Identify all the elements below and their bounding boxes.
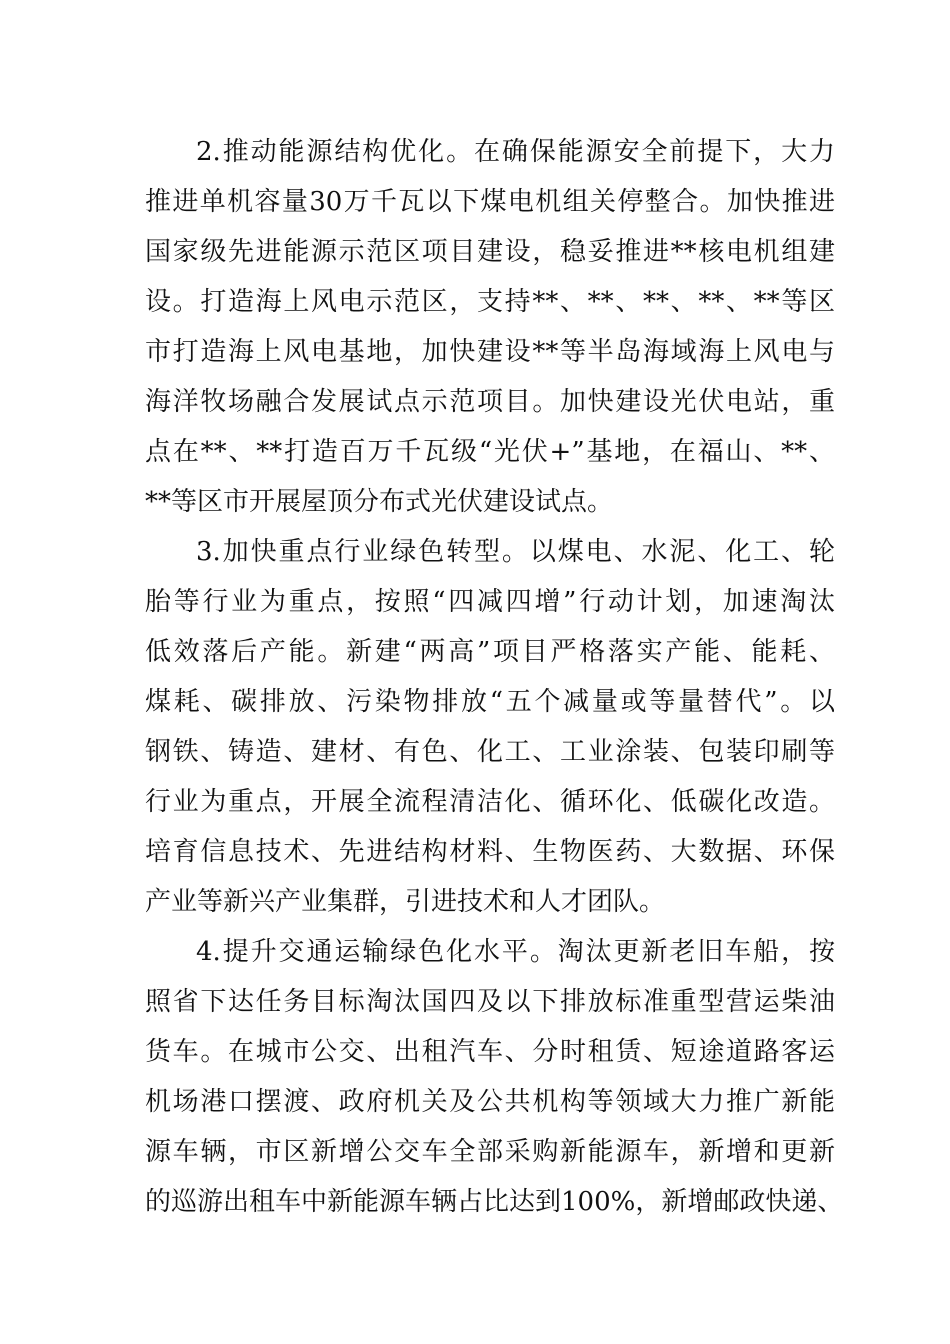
- text-line: 煤耗、碳排放、污染物排放“五个减量或等量替代”。以: [145, 687, 835, 717]
- text-line: 市打造海上风电基地，加快建设**等半岛海域海上风电与: [145, 337, 835, 367]
- text-line: 照省下达任务目标淘汰国四及以下排放标准重型营运柴油: [145, 987, 835, 1017]
- text-line: 源车辆，市区新增公交车全部采购新能源车，新增和更新: [145, 1137, 835, 1167]
- text-line: 货车。在城市公交、出租汽车、分时租赁、短途道路客运: [145, 1037, 835, 1067]
- text-line: 推进单机容量30万千瓦以下煤电机组关停整合。加快推进: [145, 187, 835, 217]
- text-line: **等区市开展屋顶分布式光伏建设试点。: [145, 487, 614, 517]
- text-line: 机场港口摆渡、政府机关及公共机构等领域大力推广新能: [145, 1087, 835, 1117]
- text-line: 国家级先进能源示范区项目建设，稳妥推进**核电机组建: [145, 237, 835, 267]
- text-line: 胎等行业为重点，按照“四减四增”行动计划，加速淘汰: [145, 587, 835, 617]
- text-line: 行业为重点，开展全流程清洁化、循环化、低碳化改造。: [145, 787, 835, 817]
- paragraph-3-heading-line: 3.加快重点行业绿色转型。以煤电、水泥、化工、轮: [196, 537, 835, 567]
- text-line: 点在**、**打造百万千瓦级“光伏+”基地，在福山、**、: [145, 437, 835, 467]
- paragraph-2-heading-line: 2.推动能源结构优化。在确保能源安全前提下，大力: [196, 137, 835, 167]
- text-line: 低效落后产能。新建“两高”项目严格落实产能、能耗、: [145, 637, 835, 667]
- text-line: 的巡游出租车中新能源车辆占比达到100%，新增邮政快递、: [145, 1187, 844, 1217]
- text-line: 海洋牧场融合发展试点示范项目。加快建设光伏电站，重: [145, 387, 835, 417]
- text-line: 培育信息技术、先进结构材料、生物医药、大数据、环保: [145, 837, 835, 867]
- text-line: 产业等新兴产业集群，引进技术和人才团队。: [145, 887, 666, 917]
- text-line: 设。打造海上风电示范区，支持**、**、**、**、**等区: [145, 287, 835, 317]
- paragraph-4-heading-line: 4.提升交通运输绿色化水平。淘汰更新老旧车船，按: [196, 937, 835, 967]
- text-line: 钢铁、铸造、建材、有色、化工、工业涂装、包装印刷等: [145, 737, 835, 767]
